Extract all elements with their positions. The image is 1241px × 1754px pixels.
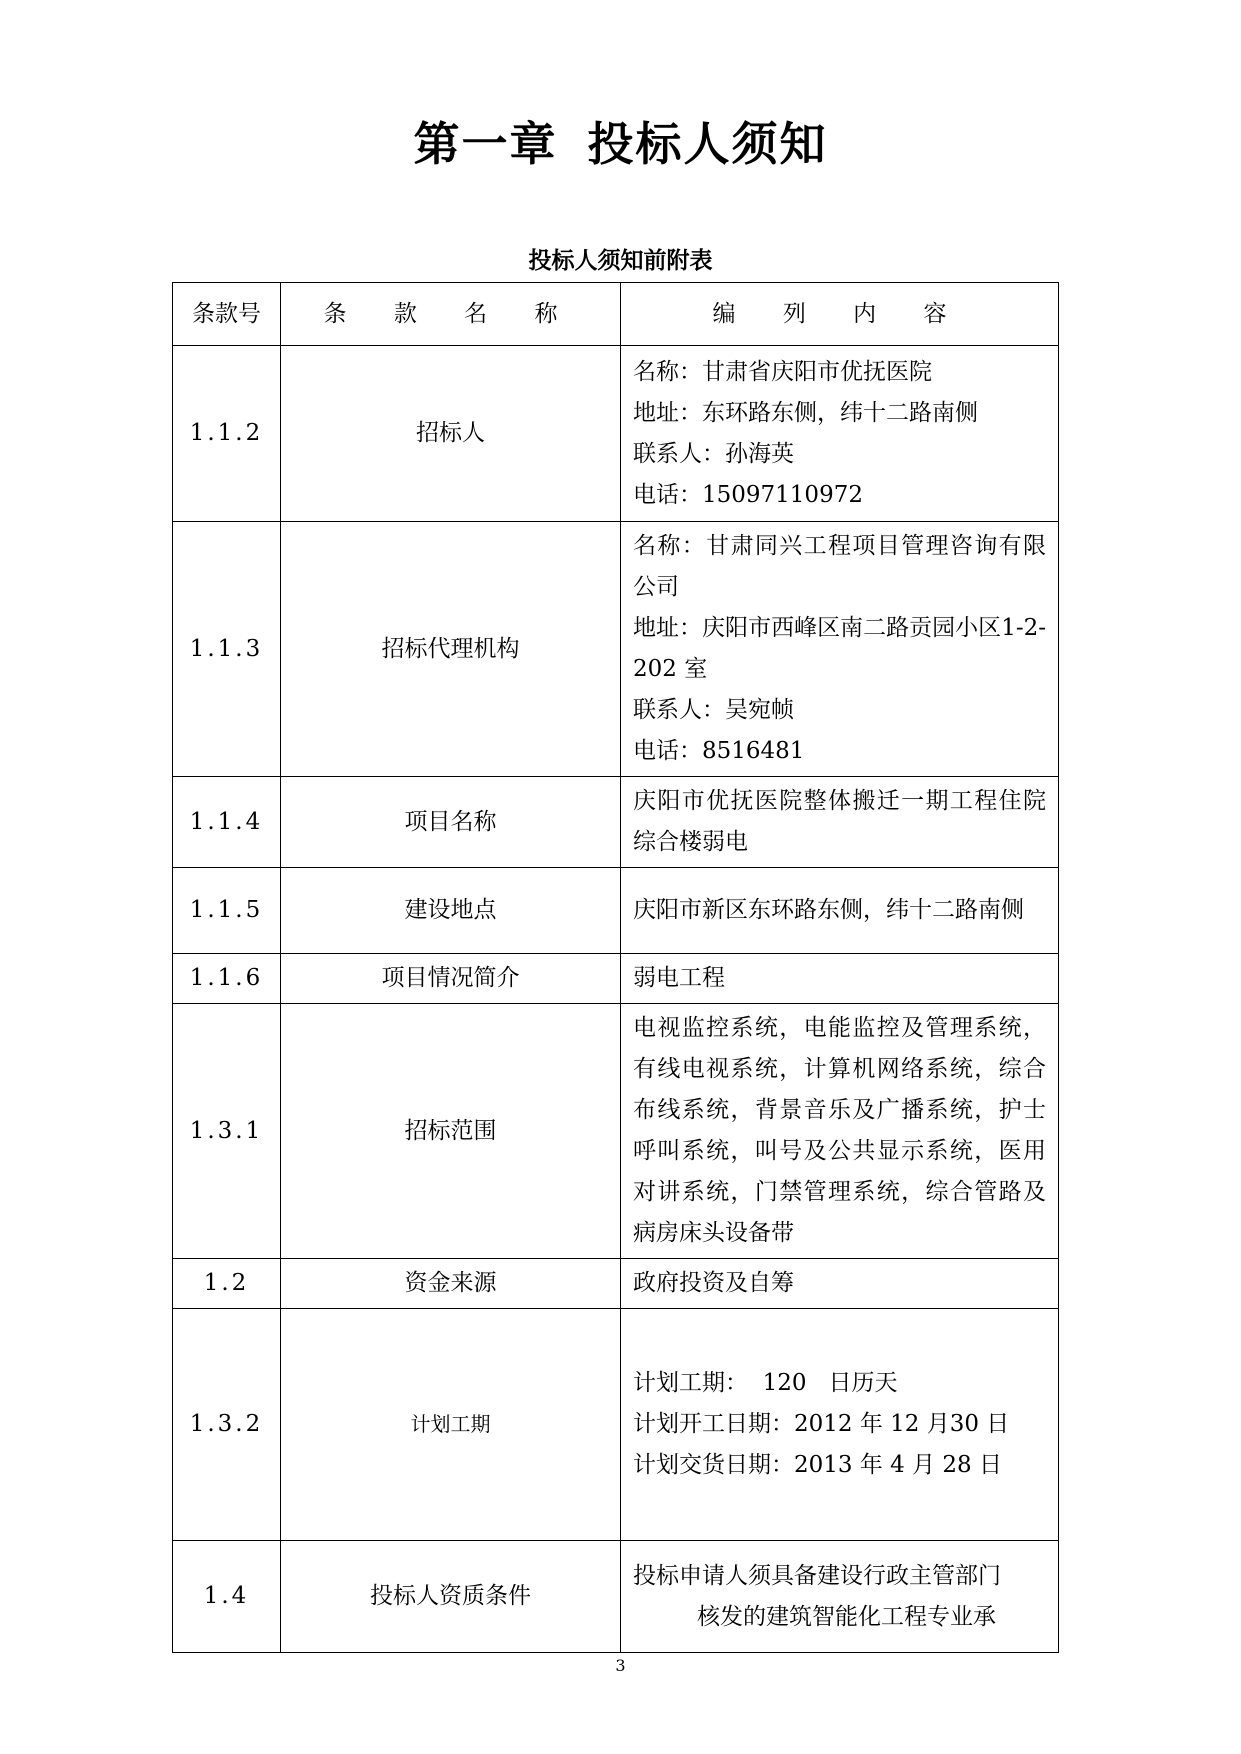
content-line: 联系人：孙海英 (633, 440, 794, 467)
content-line: 名称：甘肃省庆阳市优抚医院 (633, 358, 932, 385)
table-title: 投标人须知前附表 (528, 248, 713, 274)
clause-number: 1.4 (173, 1541, 281, 1653)
clause-number: 1.1.6 (173, 954, 281, 1004)
content-line: 计划工期： 120 日历天 (633, 1370, 898, 1396)
content-line: 计划交货日期：2013 年 4 月 28 日 (633, 1452, 1002, 1478)
content-line: 名称：甘肃同兴工程项目管理咨询有限公司 (633, 533, 1046, 600)
table-row (173, 777, 1059, 868)
clause-number: 1.3.2 (173, 1309, 281, 1541)
clause-number: 1.1.4 (173, 777, 281, 868)
content-line: 联系人：吴宛帧 (633, 697, 794, 723)
clause-number: 1.1.2 (173, 346, 281, 522)
table-row (173, 1309, 1059, 1541)
clause-name: 招标人 (281, 346, 621, 522)
content-line: 庆阳市优抚医院整体搬迁一期工程住院综合楼弱电 (633, 788, 1046, 855)
table-header-row (173, 283, 1059, 346)
clause-number: 1.1.3 (173, 522, 281, 777)
content-line: 庆阳市新区东环路东侧，纬十二路南侧 (633, 897, 1024, 923)
clause-content (621, 1309, 1059, 1541)
table-row (173, 1541, 1059, 1653)
table-row (173, 522, 1059, 777)
clause-name: 建设地点 (281, 868, 621, 954)
chapter-number: 第一章 (413, 117, 558, 171)
clause-number: 1.2 (173, 1259, 281, 1309)
content-line: 投标申请人须具备建设行政主管部门 (633, 1562, 1001, 1589)
clause-content (621, 1004, 1059, 1259)
clause-name: 项目名称 (281, 777, 621, 868)
header-num: 条款号 (173, 283, 281, 346)
table-row (173, 1004, 1059, 1259)
clause-content (621, 868, 1059, 954)
clause-content (621, 777, 1059, 868)
content-line: 地址：东环路东侧，纬十二路南侧 (633, 399, 978, 426)
clause-content (621, 1541, 1059, 1653)
clause-name: 招标代理机构 (281, 522, 621, 777)
clause-name: 资金来源 (281, 1259, 621, 1309)
content-line: 地址：庆阳市西峰区南二路贡园小区1-2-202 室 (633, 615, 1046, 682)
page-number: 3 (615, 1656, 626, 1675)
table-row (173, 954, 1059, 1004)
clause-content (621, 346, 1059, 522)
chapter-title (0, 108, 1241, 174)
table-row (173, 346, 1059, 522)
clause-name: 招标范围 (281, 1004, 621, 1259)
clause-content (621, 954, 1059, 1004)
clause-name: 项目情况简介 (281, 954, 621, 1004)
content-line: 电视监控系统，电能监控及管理系统，有线电视系统，计算机网络系统，综合布线系统，背景音乐及广播系统，护士呼叫系统，叫号及公共显示系统，医用对讲系统，门禁管理系统，综合管路及病房床头设备带 (633, 1015, 1046, 1246)
clause-number: 1.1.5 (173, 868, 281, 954)
header-name: 条 款 名 称 (281, 283, 621, 346)
header-content: 编 列 内 容 (621, 283, 1059, 346)
clause-number: 1.3.1 (173, 1004, 281, 1259)
content-line: 电话：8516481 (633, 738, 805, 764)
table-row (173, 1259, 1059, 1309)
chapter-name: 投标人须知 (587, 117, 828, 171)
content-line: 弱电工程 (633, 965, 725, 991)
content-line: 核发的建筑智能化工程专业承 (697, 1603, 996, 1630)
clause-content (621, 1259, 1059, 1309)
content-line: 政府投资及自筹 (633, 1270, 794, 1296)
clause-name: 计划工期 (281, 1309, 621, 1541)
clause-name: 投标人资质条件 (281, 1541, 621, 1653)
table-row (173, 868, 1059, 954)
content-line: 计划开工日期：2012 年 12 月30 日 (633, 1411, 1010, 1437)
clause-content (621, 522, 1059, 777)
bidder-notice-table (172, 282, 1059, 1653)
content-line: 电话：15097110972 (633, 481, 863, 508)
